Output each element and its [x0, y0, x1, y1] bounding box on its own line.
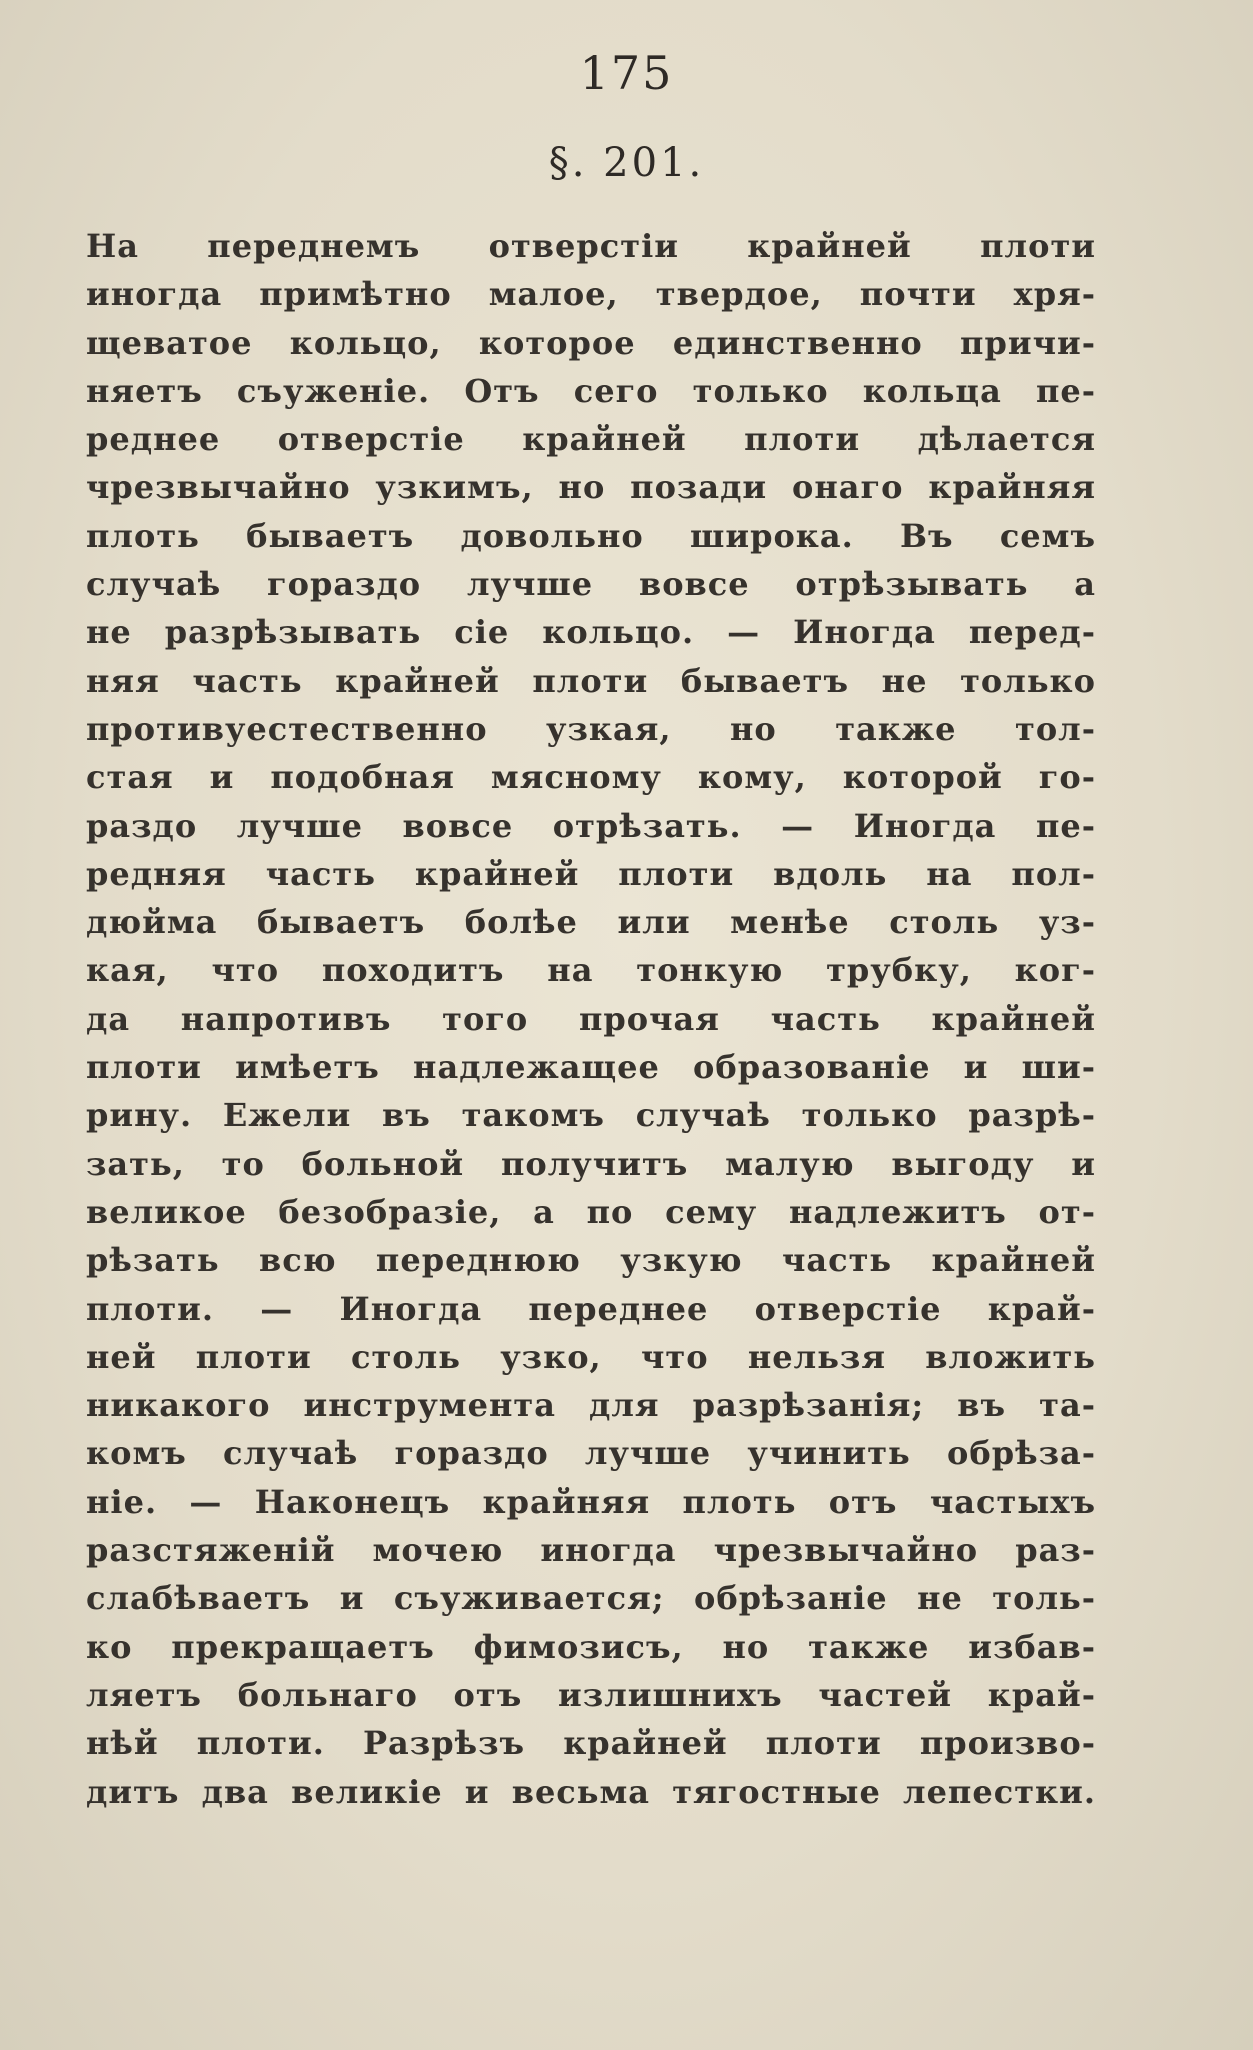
text-line: кая, что походитъ на тонкую трубку, ког- — [86, 951, 1096, 990]
text-line: чрезвычайно узкимъ, но позади онаго крайняя — [86, 468, 1096, 507]
text-line: ніе. — Наконецъ крайняя плоть отъ частыхъ — [86, 1482, 1096, 1521]
text-line: да напротивъ того прочая часть крайней — [86, 999, 1096, 1038]
text-line: противуестественно узкая, но также тол- — [86, 709, 1096, 748]
text-line: комъ случаѣ гораздо лучше учинить обрѣза- — [86, 1434, 1096, 1473]
text-line: стая и подобная мясному кому, которой го- — [86, 758, 1096, 797]
text-line: ней плоти столь узко, что нельзя вложить — [86, 1337, 1096, 1376]
text-line: дюйма бываетъ болѣе или менѣе столь уз- — [86, 903, 1096, 942]
text-line: никакого инструмента для разрѣзанія; въ та- — [86, 1386, 1096, 1425]
text-line: рѣзать всю переднюю узкую часть крайней — [86, 1241, 1096, 1280]
text-line: рину. Ежели въ такомъ случаѣ только разрѣ- — [86, 1096, 1096, 1135]
text-line: раздо лучше вовсе отрѣзать. — Иногда пе- — [86, 806, 1096, 845]
text-line: дитъ два великіе и весьма тягостные лепестки. — [86, 1772, 1096, 1811]
text-line: разстяженій мочею иногда чрезвычайно раз- — [86, 1531, 1096, 1570]
section-heading: §. 201. — [548, 140, 705, 186]
text-line: редняя часть крайней плоти вдоль на пол- — [86, 854, 1096, 893]
text-line: няя часть крайней плоти бываетъ не только — [86, 661, 1096, 700]
text-line: нѣй плоти. Разрѣзъ крайней плоти произво- — [86, 1724, 1096, 1763]
text-line: ляетъ больнаго отъ излишнихъ частей край- — [86, 1675, 1096, 1714]
text-line: зать, то больной получитъ малую выгоду и — [86, 1144, 1096, 1183]
text-line: плоти. — Иногда переднее отверстіе край- — [86, 1289, 1096, 1328]
text-line: слабѣваетъ и съуживается; обрѣзаніе не толь- — [86, 1579, 1096, 1618]
text-line: иногда примѣтно малое, твердое, почти хря- — [86, 275, 1096, 314]
page-number: 175 — [579, 46, 674, 100]
text-line: На переднемъ отверстіи крайней плоти — [86, 227, 1096, 265]
text-line: ко прекращаетъ фимозисъ, но также избав- — [86, 1627, 1096, 1666]
text-line: великое безобразіе, а по сему надлежитъ от- — [86, 1192, 1096, 1231]
text-line: щеватое кольцо, которое единственно причи- — [86, 323, 1096, 362]
text-line: плоть бываетъ довольно широка. Въ семъ — [86, 516, 1096, 555]
text-line: не разрѣзывать сіе кольцо. — Иногда перед- — [86, 613, 1096, 652]
text-line: няетъ съуженіе. Отъ сего только кольца пе- — [86, 371, 1096, 410]
text-line: реднее отверстіе крайней плоти дѣлается — [86, 420, 1096, 459]
text-line: случаѣ гораздо лучше вовсе отрѣзывать а — [86, 565, 1096, 604]
body-text — [86, 222, 1096, 1816]
text-line: плоти имѣетъ надлежащее образованіе и ши- — [86, 1048, 1096, 1087]
